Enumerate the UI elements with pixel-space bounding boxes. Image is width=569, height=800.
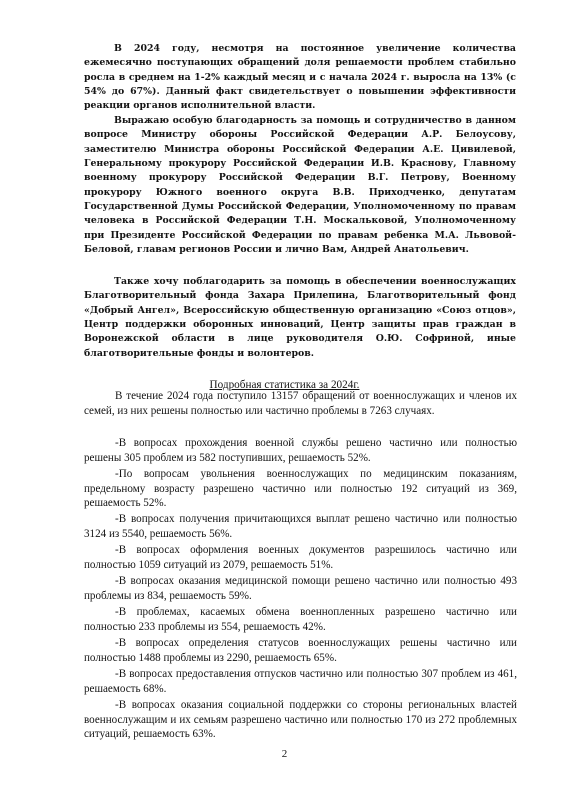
intro-paragraph-growth: В 2024 году, несмотря на постоянное увеличение количества ежемесячно поступающих обращений доля решаемости проблем стабильно росла в среднем на 1-2% каждый месяц и с начала 2024 г. выросла на 13% (с 54% до 67%). Данный факт свидетельствует о повышении эффективности реакции органов исполнительной власти.: [84, 43, 516, 112]
gratitude-paragraph-officials: Выражаю особую благодарность за помощь и сотрудничество в данном вопросе Министру обороны Российской Федерации А.Р. Белоусову, заместителю Министра обороны Российской Федерации А.Е. Цивилевой, Генеральному прокурору Российской Федерации И.В. Краснову, Главному военному прокурору Российской Федерации В.Г. Петрову, Военному прокурору Южного военного округа В.В. Приходченко, депутатам Государственной Думы Российской Федерации, Уполномоченному по правам человека в Российской Федерации Т.Н. Москальковой, Уполномоченному при Президенте Российской Федерации по правам ребенка М.А. Львовой-Беловой, главам регионов России и лично Вам, Андрей Анатольевич.: [84, 115, 516, 256]
gratitude-paragraph-foundations: Также хочу поблагодарить за помощь в обеспечении военнослужащих Благотворительный фонда Захара Прилепина, Благотворительный фонд «Добрый Ангел», Всероссийскую общественную организацию «Союз отцов», Центр поддержки оборонных инноваций, Центр защиты прав граждан в Воронежской области в лице руководителя О.Ю. Софриной, иные благотворительные фонды и волонтеров.: [84, 276, 516, 359]
stats-item-documents: -В вопросах оформления военных документов разрешилось частично или полностью 1059 ситуаций из 2079, решаемость 51%.: [84, 544, 517, 571]
stats-item-medical-care: -В вопросах оказания медицинской помощи решено частично или полностью 493 проблемы из 834, решаемость 59%.: [84, 575, 517, 602]
stats-item-social-support: -В вопросах оказания социальной поддержки со стороны региональных властей военнослужащим и их семьям разрешено частично или полностью 170 из 272 проблемных ситуаций, решаемость 63%.: [84, 699, 517, 741]
stats-item-medical-discharge: -По вопросам увольнения военнослужащих по медицинским показаниям, предельному возрасту разрешено частично или полностью 192 ситуаций из 369, решаемость 52%.: [84, 468, 517, 510]
stats-summary-paragraph: В течение 2024 года поступило 13157 обращений от военнослужащих и членов их семей, из них решены полностью или частично проблемы в 7263 случаях.: [84, 390, 517, 417]
stats-item-status-determination: -В вопросах определения статусов военнослужащих решены частично или полностью 1488 проблемы из 2290, решаемость 65%.: [84, 637, 517, 664]
stats-item-prisoner-exchange: -В проблемах, касаемых обмена военнопленных разрешено частично или полностью 233 проблемы из 554, решаемость 42%.: [84, 606, 517, 633]
stats-item-military-service: -В вопросах прохождения военной службы решено частично или полностью решены 305 проблем из 582 поступивших, решаемость 52%.: [84, 437, 517, 464]
stats-heading-text: Подробная статистика за 2024г.: [209, 379, 360, 391]
stats-item-leave: -В вопросах предоставления отпусков частично или полностью 307 проблем из 461, решаемость 68%.: [84, 668, 517, 695]
page-number: 2: [281, 748, 288, 760]
stats-item-payments: -В вопросах получения причитающихся выплат решено частично или полностью 3124 из 5540, решаемость 56%.: [84, 513, 517, 540]
